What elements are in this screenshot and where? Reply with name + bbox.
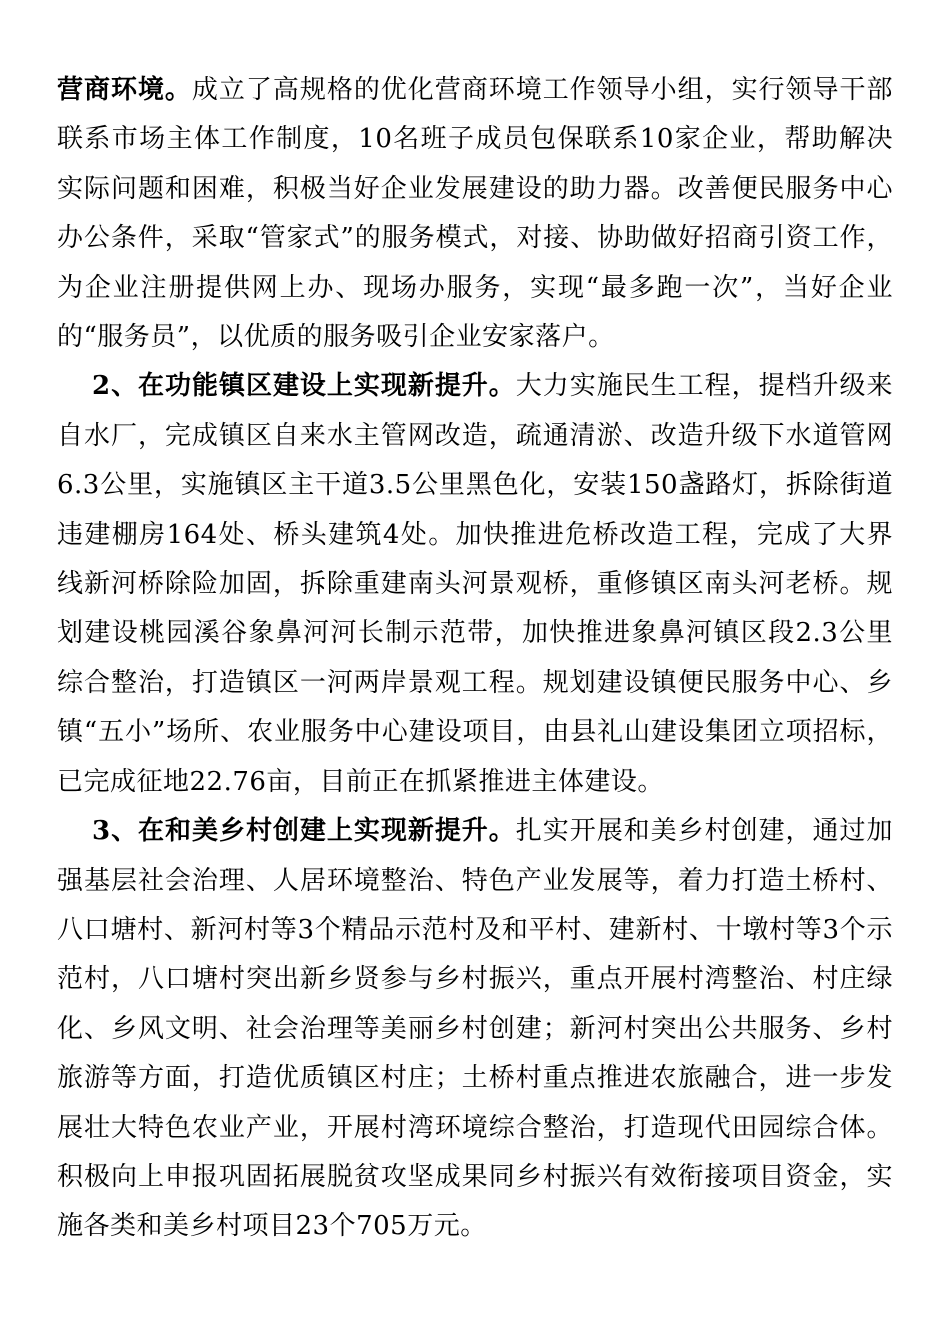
paragraph-lead: 2、在功能镇区建设上实现新提升。 [92, 371, 516, 402]
paragraph-body: 大力实施民生工程，提档升级来自水厂，完成镇区自来水主管网改造，疏通清淤、改造升级下水道管网6.3公里，实施镇区主干道3.5公里黑色化，安装150盏路灯，拆除街道违建棚房164处、桥头建筑4处。加快推进危桥改造工程，完成了大界线新河桥除险加固，拆除重建南头河景观桥，重修镇区南头河老桥。规划建设桃园溪谷象鼻河河长制示范带，加快推进象鼻河镇区段2.3公里综合整治，打造镇区一河两岸景观工程。规划建设镇便民服务中心、乡镇“五小”场所、农业服务中心建设项目，由县礼山建设集团立项招标，已完成征地22.76亩，目前正在抓紧推进主体建设。 [57, 371, 893, 797]
document-page [57, 66, 893, 1252]
paragraph-beautiful-village [57, 807, 893, 1252]
paragraph-town-construction [57, 362, 893, 807]
paragraph-body: 扎实开展和美乡村创建，通过加强基层社会治理、人居环境整治、特色产业发展等，着力打造土桥村、八口塘村、新河村等3个精品示范村及和平村、建新村、十墩村等3个示范村，八口塘村突出新乡贤参与乡村振兴，重点开展村湾整治、村庄绿化、乡风文明、社会治理等美丽乡村创建；新河村突出公共服务、乡村旅游等方面，打造优质镇区村庄；土桥村重点推进农旅融合，进一步发展壮大特色农业产业，开展村湾环境综合整治，打造现代田园综合体。积极向上申报巩固拓展脱贫攻坚成果同乡村振兴有效衔接项目资金，实施各类和美乡村项目23个705万元。 [57, 816, 893, 1242]
paragraph-lead: 3、在和美乡村创建上实现新提升。 [92, 816, 516, 847]
paragraph-business-environment [57, 66, 893, 362]
paragraph-lead: 营商环境。 [57, 75, 192, 105]
paragraph-body: 成立了高规格的优化营商环境工作领导小组，实行领导干部联系市场主体工作制度，10名班子成员包保联系10家企业，帮助解决实际问题和困难，积极当好企业发展建设的助力器。改善便民服务中心办公条件，采取“管家式”的服务模式，对接、协助做好招商引资工作，为企业注册提供网上办、现场办服务，实现“最多跑一次”，当好企业的“服务员”，以优质的服务吸引企业安家落户。 [57, 75, 893, 353]
